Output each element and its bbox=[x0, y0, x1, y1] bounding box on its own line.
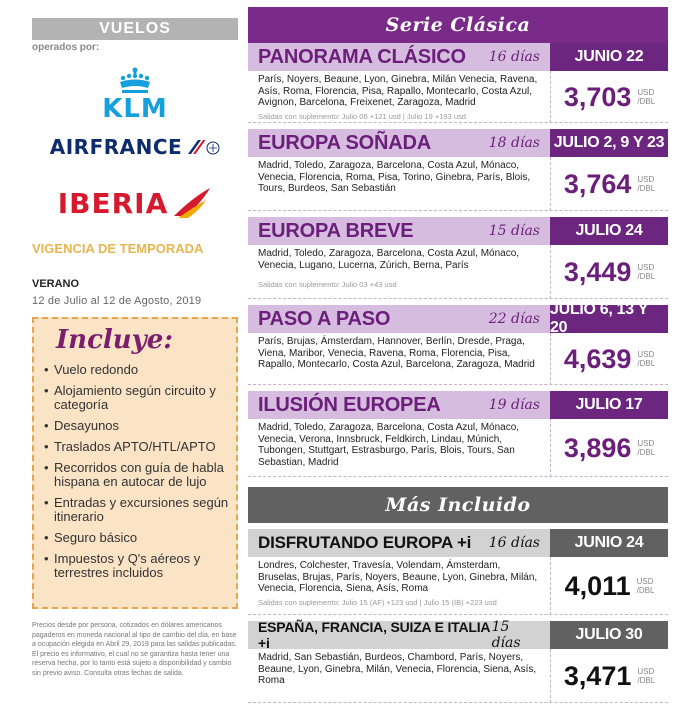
iberia-wordmark: IBERIA bbox=[57, 186, 169, 220]
iberia-logo bbox=[32, 171, 238, 235]
tour-price: 3,896 bbox=[563, 432, 632, 463]
tour-price: 4,011 bbox=[564, 570, 631, 601]
airfrance-logo bbox=[32, 123, 238, 171]
list-item: • Traslados APTO/HTL/APTO bbox=[44, 440, 230, 454]
tour-price: 3,449 bbox=[563, 256, 632, 287]
mas-incluido-banner: Más Incluido bbox=[248, 487, 668, 523]
tour-card-panorama-clasico[interactable] bbox=[248, 43, 668, 123]
price-unit: USD /DBL bbox=[637, 350, 656, 368]
tour-date: JUNIO 22 bbox=[550, 43, 668, 71]
vigencia-title: VIGENCIA DE TEMPORADA bbox=[32, 241, 204, 256]
airfrance-wordmark: AIRFRANCE bbox=[49, 135, 183, 159]
price-box bbox=[550, 71, 668, 123]
list-item: • Vuelo redondo bbox=[44, 363, 230, 377]
tour-suplemento: Salidas con suplemento: Julio 03 +43 usd bbox=[258, 280, 397, 289]
tour-cities: Madrid, Toledo, Zaragoza, Barcelona, Costa Azul, Mónaco, Venecia, Verona, Innsbruck, Feldkirch, Lindau, Múnich, Tubongen, Stuttgart, Estrasburgo, París, Blois, Tours, San Sebastian, Madrid bbox=[258, 422, 520, 468]
price-box bbox=[550, 333, 668, 385]
season-dates: 12 de Julio al 12 de Agosto, 2019 bbox=[32, 295, 202, 307]
serie-clasica-banner: Serie Clásica bbox=[248, 7, 668, 43]
tour-price: 3,703 bbox=[563, 81, 632, 112]
list-item: • Seguro básico bbox=[44, 531, 230, 545]
left-column bbox=[32, 18, 238, 678]
list-item: • Desayunos bbox=[44, 419, 230, 433]
tour-price: 3,764 bbox=[563, 168, 632, 199]
tour-name: ILUSIÓN EUROPEA bbox=[258, 393, 441, 416]
tour-card-europa-breve[interactable] bbox=[248, 217, 668, 299]
incluye-list bbox=[44, 363, 230, 580]
tour-cities: París, Noyers, Beaune, Lyon, Ginebra, Milán Venecia, Ravena, Asís, Roma, Florencia, Pisa, Rapallo, Montecarlo, Costa Azul, Avignon, Barcelona, Freixenet, Zaragoza, Madrid bbox=[258, 74, 538, 108]
klm-crown-icon bbox=[115, 67, 155, 95]
tour-cities: París, Brujas, Ámsterdam, Hannover, Berlín, Dresde, Praga, Viena, Maribor, Venecia, Ravena, Roma, Florencia, Pisa, Rapallo, Montecarlo, Costa Azul, Barcelona, Zaragoza, Madrid bbox=[258, 336, 535, 370]
price-unit: USD /DBL bbox=[637, 667, 656, 685]
tour-cities: Londres, Colchester, Travesía, Volendam, Ámsterdam, Bruselas, Brujas, París, Noyers, Beaune, Lyon, Ginebra, Milán, Venecia, Florencia, Siena, Asís, Roma bbox=[258, 560, 538, 594]
price-unit: USD /DBL bbox=[637, 263, 656, 281]
tour-name: DISFRUTANDO EUROPA +i bbox=[258, 533, 472, 552]
tour-suplemento: Salidas con suplemento: Julio 06 +121 usd | Julio 19 +193 usd bbox=[258, 111, 466, 121]
tour-days: 22 días bbox=[488, 311, 540, 327]
tour-card-disfrutando-europa[interactable] bbox=[248, 529, 668, 615]
tour-name: PASO A PASO bbox=[258, 307, 391, 330]
tour-cities: Madrid, Toledo, Zaragoza, Barcelona, Costa Azul, Mónaco, Venecia, Lugano, Lucerna, Zúrich, Berna, París bbox=[258, 248, 520, 271]
tour-price: 3,471 bbox=[563, 660, 632, 691]
tour-days: 16 días bbox=[488, 535, 540, 551]
price-unit: USD /DBL bbox=[636, 577, 655, 595]
tour-suplemento: Salidas con suplemento: Julio 15 (AF) +123 usd | Julio 15 (IB) +223 usd bbox=[258, 597, 497, 607]
tour-days: 19 días bbox=[488, 397, 540, 413]
price-unit: USD /DBL bbox=[637, 175, 656, 193]
list-item: • Alojamiento según circuito y categoría bbox=[44, 384, 230, 412]
tour-card-europa-sonada[interactable] bbox=[248, 129, 668, 211]
list-item: • Entradas y excursiones según itinerario bbox=[44, 496, 230, 524]
price-box bbox=[550, 419, 668, 477]
tour-name: PANORAMA CLÁSICO bbox=[258, 45, 466, 68]
tour-cities: Madrid, Toledo, Zaragoza, Barcelona, Costa Azul, Mónaco, Venecia, Florencia, Roma, Pisa, Torino, Ginebra, París, Blois, Tours, Burdeos, San Sebastián bbox=[258, 160, 531, 194]
vuelos-header: VUELOS bbox=[32, 18, 238, 40]
tour-name: EUROPA BREVE bbox=[258, 219, 414, 242]
klm-logo bbox=[32, 53, 238, 123]
tour-card-paso-a-paso[interactable] bbox=[248, 301, 668, 385]
list-item: • Impuestos y Q's aéreos y terrestres incluidos bbox=[44, 552, 230, 580]
tour-date: JULIO 24 bbox=[550, 217, 668, 245]
iberia-swoosh-icon bbox=[172, 186, 212, 220]
price-unit: USD /DBL bbox=[637, 439, 656, 457]
tour-date: JULIO 2, 9 Y 23 bbox=[550, 129, 668, 157]
price-unit: USD /DBL bbox=[637, 88, 656, 106]
price-box bbox=[550, 245, 668, 299]
tour-price: 4,639 bbox=[563, 343, 632, 374]
price-box bbox=[550, 649, 668, 703]
right-column bbox=[248, 7, 668, 703]
incluye-box bbox=[32, 317, 238, 609]
tour-date: JULIO 6, 13 Y 20 bbox=[550, 305, 668, 333]
disclaimer: Precios desde por persona, cotizados en dólares americanos pagaderos en moneda nacional al tipo de cambio del día, en base a ocupación elegida en Abril 29, 2019 para las salidas publicadas. El precio es informativo, el cual no se garantiza hasta tener una reserva hecha, por lo tanto está sujeto a disponibilidad y cambio sin previo aviso. Consulta otras fechas de salida. bbox=[32, 622, 237, 677]
tour-days: 15 días bbox=[491, 619, 521, 651]
tour-name: ESPAÑA, FRANCIA, SUIZA E ITALIA +i bbox=[258, 619, 490, 651]
season-label: VERANO bbox=[32, 278, 80, 290]
tour-days: 15 días bbox=[488, 223, 540, 239]
tour-date: JULIO 30 bbox=[550, 621, 668, 649]
tour-days: 18 días bbox=[488, 135, 540, 151]
tour-name: EUROPA SOÑADA bbox=[258, 131, 431, 154]
airfrance-stripes-icon bbox=[186, 136, 220, 158]
price-box bbox=[550, 557, 668, 615]
klm-wordmark: KLM bbox=[102, 94, 168, 124]
tour-days: 16 días bbox=[488, 49, 540, 65]
incluye-title: Incluye: bbox=[56, 325, 173, 355]
price-box bbox=[550, 157, 668, 211]
tour-date: JULIO 17 bbox=[550, 391, 668, 419]
operados-label: operados por: bbox=[32, 42, 100, 53]
tour-card-ilusion-europea[interactable] bbox=[248, 391, 668, 477]
tour-date: JUNIO 24 bbox=[550, 529, 668, 557]
list-item: • Recorridos con guía de habla hispana en autocar de lujo bbox=[44, 461, 230, 489]
tour-card-espana-francia-suiza-italia[interactable] bbox=[248, 621, 668, 703]
tour-cities: Madrid, San Sebastián, Burdeos, Chambord, París, Noyers, Beaune, Lyon, Ginebra, Milán, Venecia, Florencia, Siena, Asís, Roma bbox=[258, 652, 537, 686]
